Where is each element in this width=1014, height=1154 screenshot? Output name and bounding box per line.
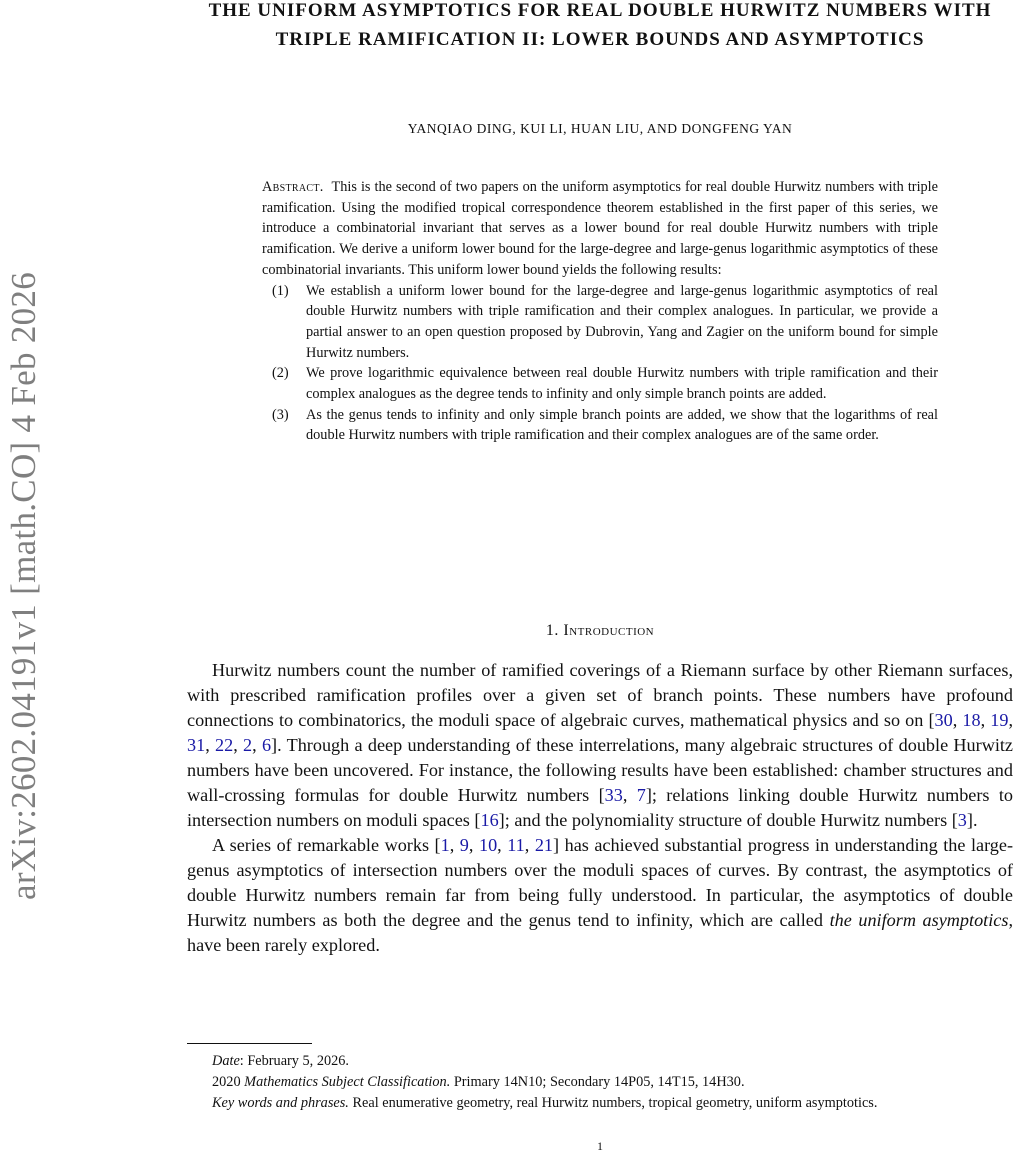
paper-title: THE UNIFORM ASYMPTOTICS FOR REAL DOUBLE HURWITZ NUMBERS WITH TRIPLE RAMIFICATION II: LOWER BOUNDS AND ASYMPTOTICS [208, 0, 992, 50]
footnote-msc: 2020 Mathematics Subject Classification. Primary 14N10; Secondary 14P05, 14T15, 14H30. [212, 1074, 745, 1090]
author-list: YANQIAO DING, KUI LI, HUAN LIU, AND DONGFENG YAN [407, 121, 793, 136]
introduction-body [187, 658, 1013, 958]
citation-link[interactable]: 31 [187, 735, 206, 755]
citation-link[interactable]: 21 [534, 835, 554, 855]
section-title: Introduction [563, 622, 655, 639]
abstract-result-item [262, 405, 938, 446]
arxiv-identifier[interactable]: arXiv:2602.04191v1 [math.CO] 4 Feb 2026 [4, 271, 43, 900]
citation-link[interactable]: 1 [440, 835, 450, 855]
citation-link[interactable]: 22 [215, 735, 234, 755]
citation-link[interactable]: 6 [261, 735, 272, 755]
citation-link[interactable]: 2 [243, 735, 253, 755]
footnote-keywords: Key words and phrases. Real enumerative geometry, real Hurwitz numbers, tropical geometry, uniform asymptotics. [212, 1095, 878, 1111]
item-number: (1) [272, 282, 289, 299]
abstract-paragraph [262, 177, 938, 281]
abstract [262, 177, 938, 446]
arxiv-stamp [4, 150, 43, 900]
footnote-date: Date: February 5, 2026. [212, 1053, 349, 1069]
abstract-label: Abstract. [262, 179, 324, 195]
citation-link[interactable]: 18 [962, 710, 981, 730]
abstract-text: This is the second of two papers on the uniform asymptotics for real double Hurwitz numbers with triple ramification. Using the modified tropical correspondence theorem established in the first paper of this series, we introduce a combinatorial invariant that serves as a lower bound for real double Hurwitz numbers with triple ramification. We derive a uniform lower bound for the large-degree and large-genus logarithmic asymptotics of these combinatorial invariants. This uniform lower bound yields the following results: [262, 179, 939, 278]
abstract-result-item [262, 281, 938, 364]
citation-link[interactable]: 16 [480, 810, 499, 830]
citation-link[interactable]: 3 [957, 810, 967, 830]
section-number: 1. [545, 622, 559, 639]
page-number: 1 [597, 1139, 603, 1153]
item-number: (3) [272, 406, 289, 423]
item-text: We prove logarithmic equivalence between real double Hurwitz numbers with triple ramification and their complex analogues as the degree tends to infinity and only simple branch points are added. [306, 365, 938, 403]
citation-link[interactable]: 9 [459, 835, 469, 855]
section-heading [186, 622, 1014, 640]
footnote-rule [187, 1043, 312, 1044]
citation-link[interactable]: 19 [990, 710, 1009, 730]
citation-link[interactable]: 7 [636, 785, 646, 805]
citation-link[interactable]: 33 [604, 785, 623, 805]
abstract-results-list [262, 281, 938, 447]
item-text: As the genus tends to infinity and only simple branch points are added, we show that the logarithms of real double Hurwitz numbers with triple ramification and their complex analogues are of the same order. [306, 406, 938, 444]
body-paragraph: Hurwitz numbers count the number of ramified coverings of a Riemann surface by other Riemann surfaces, with prescribed ramification profiles over a given set of branch points. These numbers have profound connections to combinatorics, the moduli space of algebraic curves, mathematical physics and so on [30, 18, 19, 31, 22, 2, 6]. Through a deep understanding of these interrelations, many algebraic structures of double Hurwitz numbers have been uncovered. For instance, the following results have been established: chamber structures and wall-crossing formulas for double Hurwitz numbers [33, 7]; relations linking double Hurwitz numbers to intersection numbers on moduli spaces [16]; and the polynomiality structure of double Hurwitz numbers [3]. [187, 660, 1014, 830]
footnotes [187, 1051, 1013, 1114]
abstract-result-item [262, 363, 938, 404]
citation-link[interactable]: 30 [934, 710, 953, 730]
item-text: We establish a uniform lower bound for the large-degree and large-genus logarithmic asymptotics of real double Hurwitz numbers with triple ramification and their complex analogues. In particular, we provide a partial answer to an open question proposed by Dubrovin, Yang and Zagier on the uniform bound for simple Hurwitz numbers. [306, 282, 938, 361]
emphasized-term: the uniform asymptotics [829, 910, 1009, 930]
citation-link[interactable]: 10 [478, 835, 498, 855]
citation-link[interactable]: 11 [507, 835, 525, 855]
item-number: (2) [272, 365, 289, 382]
body-paragraph: A series of remarkable works [1, 9, 10, 11, 21] has achieved substantial progress in understanding the large-genus asymptotics of intersection numbers over the moduli spaces of curves. By contrast, the asymptotics of double Hurwitz numbers remain far from being fully understood. In particular, the asymptotics of double Hurwitz numbers as both the degree and the genus tend to infinity, which are called the uniform asymptotics, have been rarely explored. [187, 835, 1014, 955]
